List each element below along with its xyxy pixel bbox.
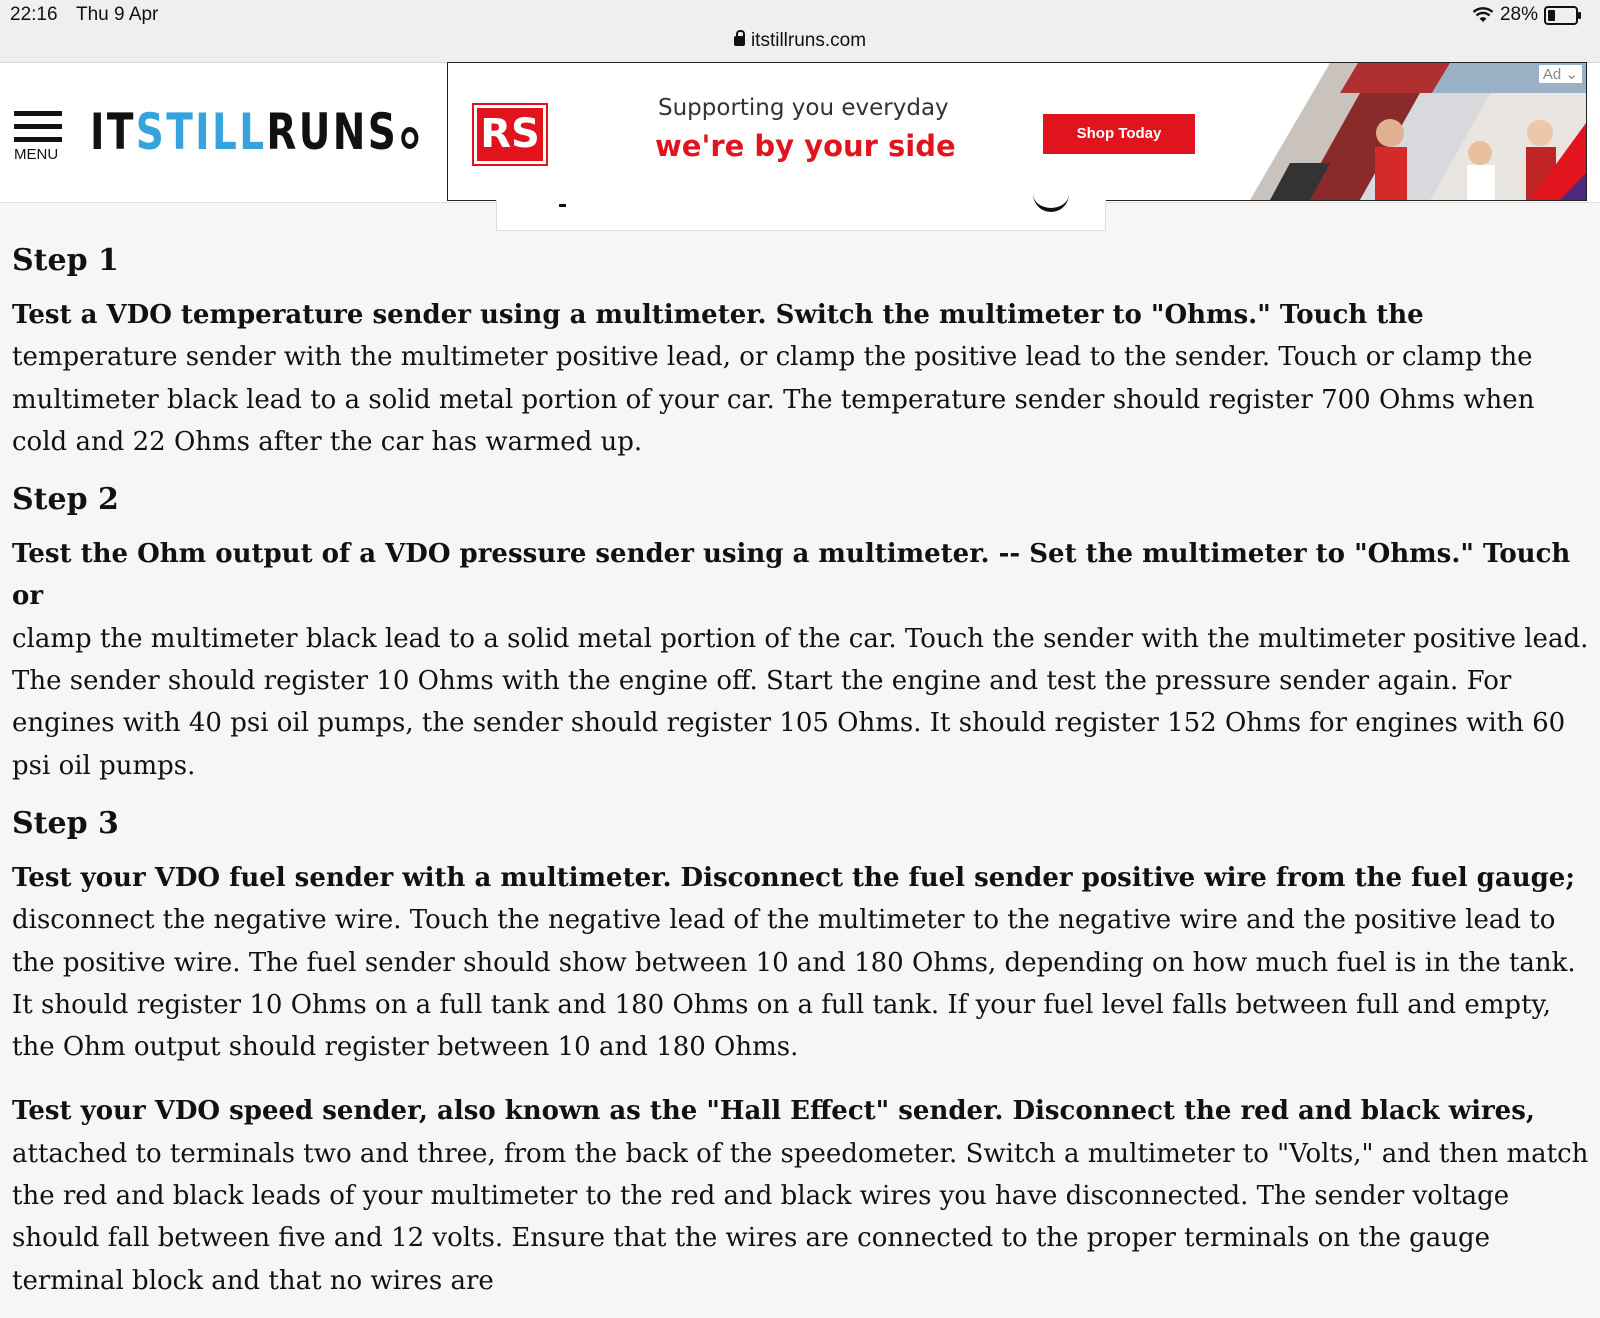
step-4-paragraph: Test your VDO speed sender, also known as the "Hall Effect" sender. Disconnect the red and black wires, attached to terminals two and three, from the back of the speedometer. Switch a multimeter to "Volts," and then match the red and black leads of your multimeter to the red and black wires you have disconnected. The sender voltage should fall between five and 12 volts. Ensure that the wires are connected to the proper terminals on the gauge terminal block and that no wires are [12, 1096, 1589, 1296]
address-bar[interactable] [0, 30, 1600, 52]
menu-button[interactable] [14, 111, 64, 163]
step-2-heading: Step 2 [12, 482, 119, 518]
step-3-heading: Step 3 [12, 805, 119, 841]
url-text: itstillruns.com [750, 30, 867, 51]
battery-percent: 28% [1499, 4, 1538, 25]
step-3-paragraph: Test your VDO fuel sender with a multimeter. Disconnect the fuel sender positive wire from the fuel gauge; disconnect the negative wire. Touch the negative lead of the multimeter to the negative wire and the positive lead to the positive wire. The fuel sender should show between 10 and 180 Ohms, depending on how much fuel is in the tank. It should register 10 Ohms on a full tank and 180 Ohms on a full tank. If your fuel level falls between full and empty, the Ohm output should register between 10 and 180 Ohms. [12, 862, 1576, 1063]
rs-logo: RS [474, 105, 546, 164]
step-1-heading: Step 1 [12, 243, 119, 278]
wifi-icon [1472, 7, 1494, 23]
status-bar [0, 0, 1600, 63]
hidden-panel-edge [496, 200, 1106, 231]
ad-headline: we're by your side [655, 129, 956, 163]
site-logo[interactable]: ITSTILLRUNS [90, 103, 418, 161]
article-body [12, 240, 1592, 1318]
menu-label: MENU [14, 146, 59, 163]
status-time: 22:16 [10, 4, 58, 25]
ad-tagline: Supporting you everyday [658, 95, 949, 121]
battery-icon [1544, 6, 1578, 25]
advertisement-banner[interactable] [447, 62, 1587, 201]
status-date: Thu 9 Apr [76, 4, 159, 25]
ad-choices-label[interactable]: Ad ⌄ [1539, 65, 1582, 83]
ad-photo-collage [1190, 63, 1586, 200]
logo-circle-icon [401, 127, 418, 149]
lock-icon [734, 36, 745, 46]
step-2-paragraph: Test the Ohm output of a VDO pressure sender using a multimeter. -- Set the multimeter to "Ohms." Touch or clamp the multimeter black lead to a solid metal portion of the car. Touch the sender with the multimeter positive lead. The sender should register 10 Ohms with the engine off. Start the engine and test the pressure sender again. For engines with 40 psi oil pumps, the sender should register 105 Ohms. It should register 152 Ohms for engines with 60 psi oil pumps. [12, 539, 1589, 781]
status-right [1472, 4, 1578, 26]
step-1-paragraph: Test a VDO temperature sender using a multimeter. Switch the multimeter to "Ohms." Touch the temperature sender with the multimeter positive lead, or clamp the positive lead to the sender. Touch or clamp the multimeter black lead to a solid metal portion of your car. The temperature sender should register 700 Ohms when cold and 22 Ohms after the car has warmed up. [12, 300, 1535, 457]
shop-today-button[interactable]: Shop Today [1043, 114, 1195, 154]
